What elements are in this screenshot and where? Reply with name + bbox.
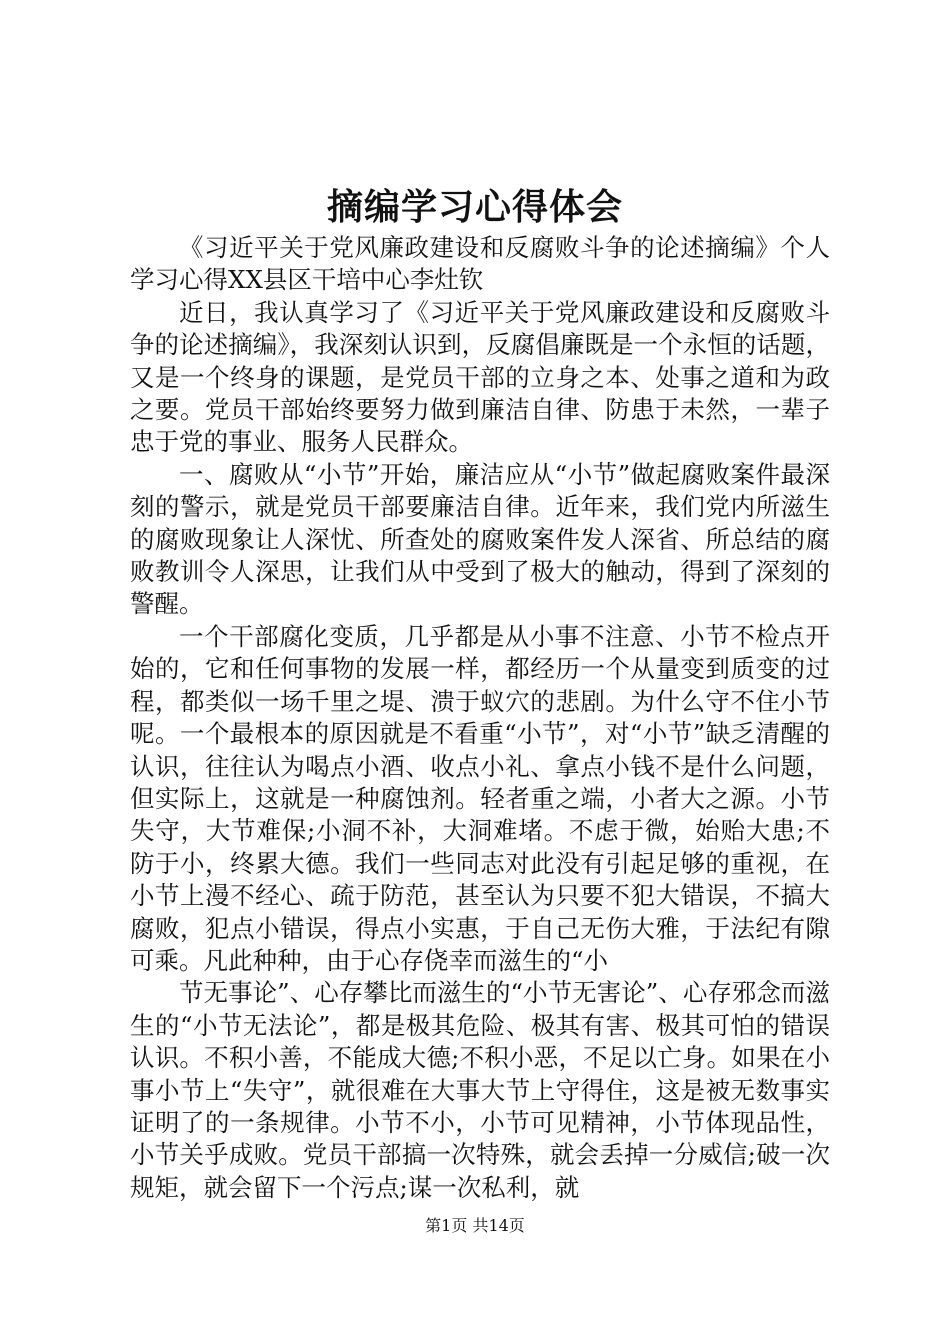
document-title: 摘编学习心得体会	[326, 187, 623, 228]
paragraph-small-matters: 一个干部腐化变质，几乎都是从小事不注意、小节不检点开始的，它和任何事物的发展一样，都经历一个从量变到质变的过程，都类似一场千里之堤、溃于蚁穴的悲剧。为什么守不住小节呢。一个最根本的原因就是不看重“小节”，对“小节”缺乏清醒的认识，往往认为喝点小酒、收点小礼、拿点小钱不是什么问题，但实际上，这就是一种腐蚀剂。轻者重之端，小者大之源。小节失守，大节难保;小洞不补，大洞难堵。不虑于微，始贻大患;不防于小，终累大德。我们一些同志对此没有引起足够的重视，在小节上漫不经心、疏于防范，甚至认为只要不犯大错误，不搞大腐败，犯点小错误，得点小实惠，于自己无伤大雅，于法纪有隙可乘。凡此种种，由于心存侥幸而滋生的“小	[130, 621, 830, 975]
document-body	[130, 232, 830, 1204]
paragraph-continuation: 节无事论”、心存攀比而滋生的“小节无害论”、心存邪念而滋生的“小节无法论”，都是极其危险、极其有害、极其可怕的错误认识。不积小善，不能成大德;不积小恶，不足以亡身。如果在小事小节上“失守”，就很难在大事大节上守得住，这是被无数事实证明了的一条规律。小节不小，小节可见精神，小节体现品性，小节关乎成败。党员干部搞一次特殊，就会丢掉一分威信;破一次规矩，就会留下一个污点;谋一次私利，就	[130, 978, 830, 1202]
paragraph-section-one: 一、腐败从“小节”开始，廉洁应从“小节”做起腐败案件最深刻的警示，就是党员干部要廉洁自律。近年来，我们党内所滋生的腐败现象让人深忧、所查处的腐败案件发人深省、所总结的腐败教训令人深思，让我们从中受到了极大的触动，得到了深刻的警醒。	[130, 459, 830, 619]
paragraph-intro: 近日，我认真学习了《习近平关于党风廉政建设和反腐败斗争的论述摘编》，我深刻认识到，反腐倡廉既是一个永恒的话题，又是一个终身的课题，是党员干部的立身之本、处事之道和为政之要。党员干部始终要努力做到廉洁自律、防患于未然，一辈子忠于党的事业、服务人民群众。	[130, 297, 830, 457]
page-number-footer: 第1页 共14页	[425, 1216, 525, 1235]
paragraph-heading-info: 《习近平关于党风廉政建设和反腐败斗争的论述摘编》个人学习心得XX县区干培中心李灶钦	[130, 233, 830, 295]
